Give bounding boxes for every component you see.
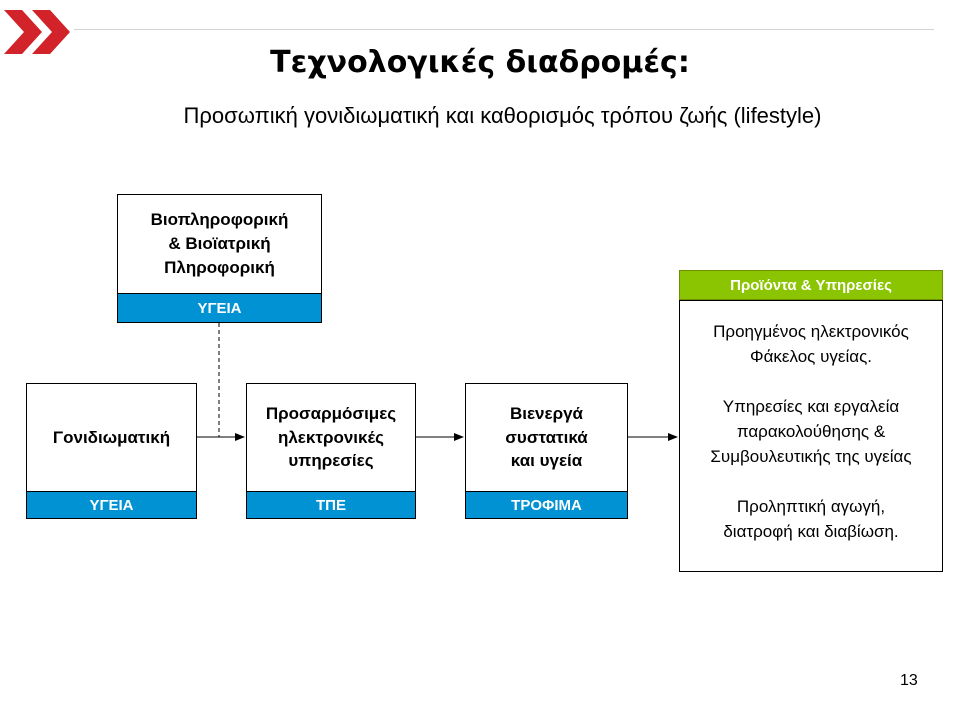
products-box (679, 300, 943, 572)
node-label-line: Πληροφορική (164, 257, 275, 277)
products-paragraph (680, 494, 942, 544)
band-bioinformatics: ΥΓΕΙΑ (117, 293, 322, 323)
band-eservices: ΤΠΕ (246, 491, 416, 519)
slide-title: Τεχνολογικές διαδρομές: (270, 45, 690, 80)
node-label-line: και υγεία (510, 451, 583, 471)
node-label-line: ηλεκτρονικές (277, 427, 385, 447)
products-line: Φάκελος υγείας. (750, 347, 872, 366)
products-header: Προϊόντα & Υπηρεσίες (679, 270, 943, 300)
products-paragraph (680, 394, 942, 469)
node-eservices (246, 383, 416, 492)
band-bioactive: ΤΡΟΦΙΜΑ (465, 491, 628, 519)
products-line: Υπηρεσίες και εργαλεία (722, 397, 900, 416)
node-label-line: Γονιδιωματική (52, 427, 171, 447)
products-paragraph (680, 319, 942, 369)
products-line: Προηγμένος ηλεκτρονικός (713, 322, 909, 341)
products-line: διατροφή και διαβίωση. (723, 522, 899, 541)
slide-subtitle: Προσωπική γονιδιωματική και καθορισμός τρόπου ζωής (lifestyle) (183, 103, 822, 128)
page-number: 13 (900, 672, 918, 689)
node-bioinformatics (117, 194, 322, 294)
node-label-line: συστατικά (505, 427, 588, 447)
products-line: Προληπτική αγωγή, (736, 497, 886, 516)
node-label-line: Προσαρμόσιμες (265, 403, 397, 423)
products-line: Συμβουλευτικής της υγείας (710, 447, 912, 466)
node-label-line: υπηρεσίες (288, 451, 374, 471)
node-label-line: & Βιοϊατρική (168, 234, 271, 254)
node-label-line: Βιενεργά (509, 403, 583, 423)
node-genomics (26, 383, 197, 492)
band-genomics: ΥΓΕΙΑ (26, 491, 197, 519)
products-line: παρακολούθησης & (736, 422, 886, 441)
node-bioactive (465, 383, 628, 492)
node-label-line: Βιοπληροφορική (150, 210, 289, 230)
